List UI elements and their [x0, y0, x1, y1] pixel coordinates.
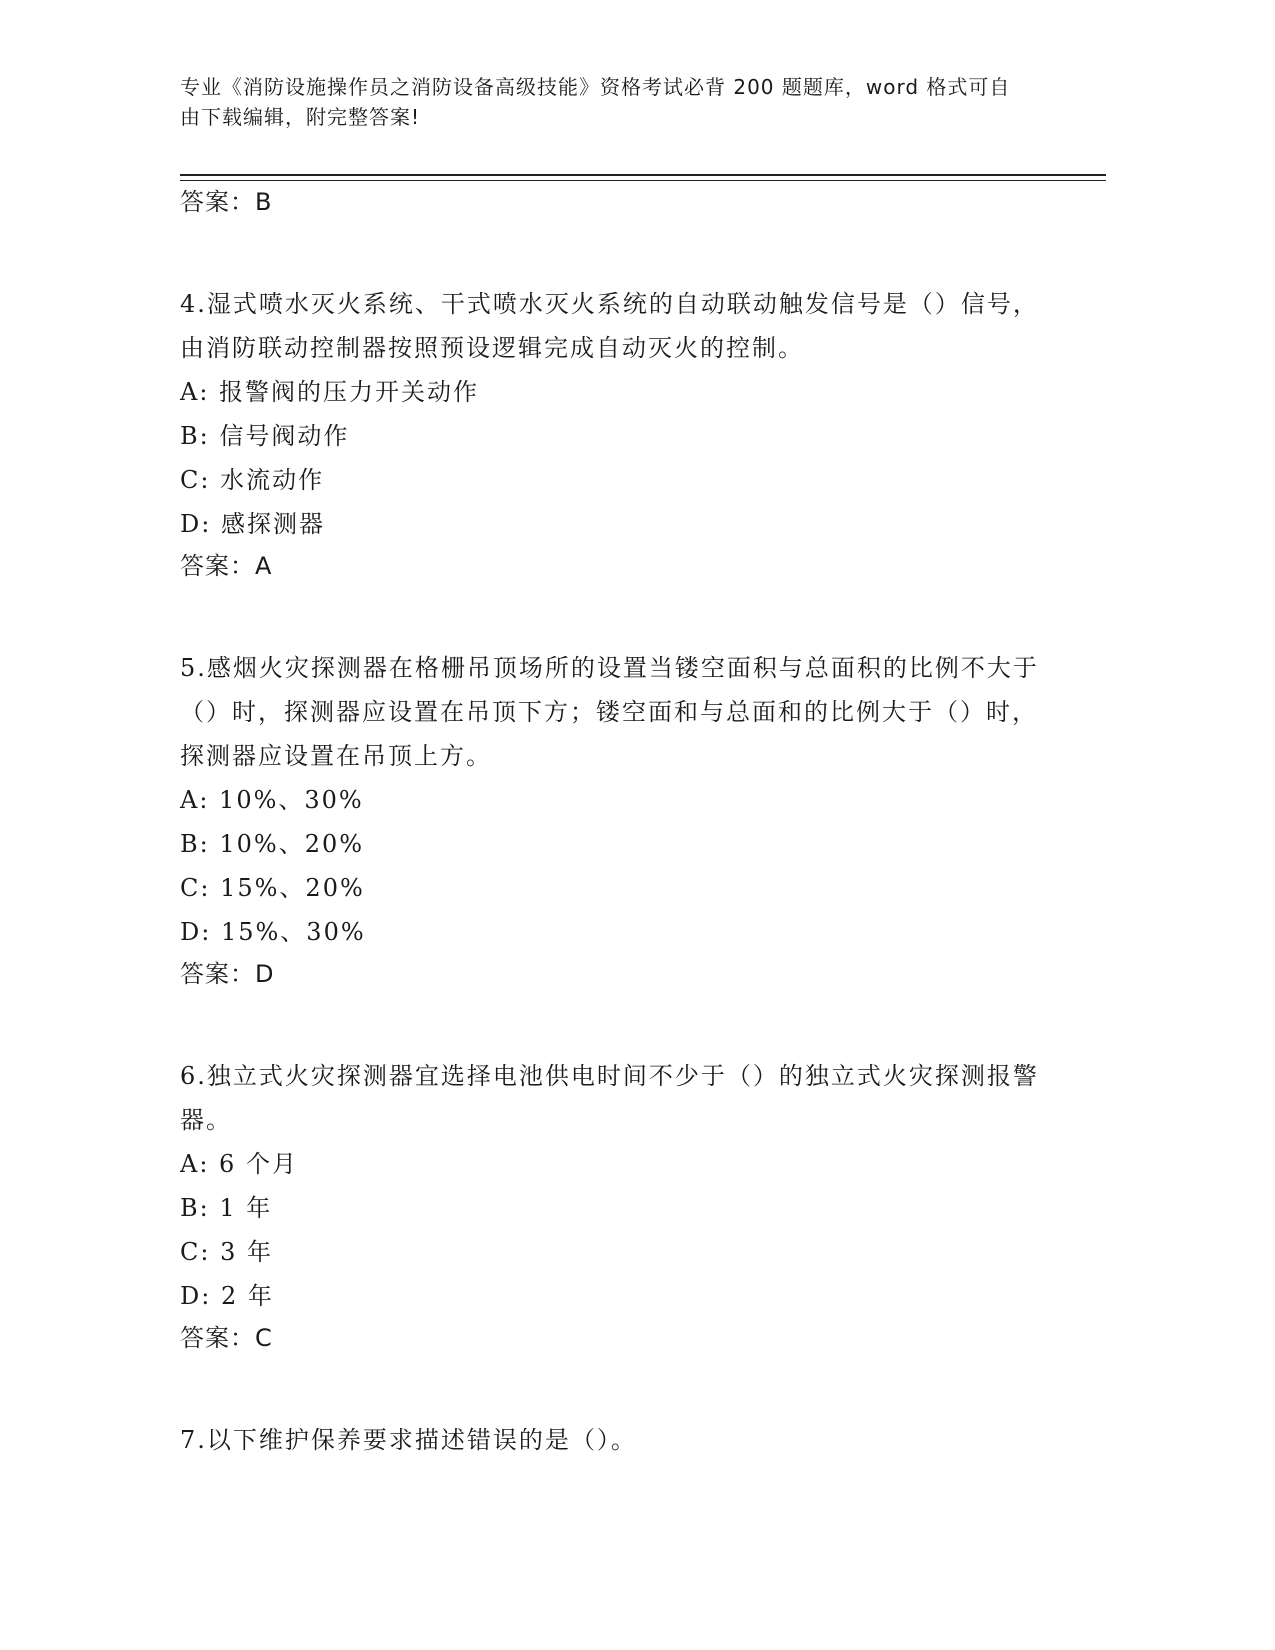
- question-text: 6.独立式火灾探测器宜选择电池供电时间不少于（）的独立式火灾探测报警器。: [180, 1062, 1039, 1134]
- answer-label: 答案：B: [180, 188, 273, 216]
- option-b: B: 信号阀动作: [180, 422, 350, 450]
- option-b: B: 1 年: [180, 1194, 273, 1222]
- option-b: B: 10%、20%: [180, 830, 365, 858]
- option-d: D: 15%、30%: [180, 918, 366, 946]
- question-text: 5.感烟火灾探测器在格栅吊顶场所的设置当镂空面积与总面积的比例不大于（）时，探测器应设置在吊顶下方；镂空面和与总面和的比例大于（）时，探测器应设置在吊顶上方。: [180, 654, 1039, 770]
- header-rule-thin: [180, 180, 1106, 181]
- option-d: D: 感探测器: [180, 510, 325, 538]
- option-c: C: 水流动作: [180, 466, 325, 494]
- answer-label: 答案：A: [180, 552, 273, 580]
- answer-label: 答案：C: [180, 1324, 273, 1352]
- document-header: 专业《消防设施操作员之消防设备高级技能》资格考试必背 200 题题库，word 格式可自由下载编辑，附完整答案!: [180, 75, 1011, 129]
- option-a: A: 10%、30%: [180, 786, 364, 814]
- option-a: A: 报警阀的压力开关动作: [180, 378, 480, 406]
- question-item: [180, 1054, 1040, 1354]
- option-c: C: 3 年: [180, 1238, 273, 1266]
- question-text: 4.湿式喷水灭火系统、干式喷水灭火系统的自动联动触发信号是（）信号，由消防联动控制器按照预设逻辑完成自动灭火的控制。: [180, 290, 1039, 362]
- header-rule-thick: [180, 174, 1106, 176]
- option-c: C: 15%、20%: [180, 874, 365, 902]
- option-d: D: 2 年: [180, 1282, 274, 1310]
- question-item: [180, 646, 1040, 990]
- question-item: [180, 1418, 1040, 1462]
- answer-label: 答案：D: [180, 960, 275, 988]
- option-a: A: 6 个月: [180, 1150, 298, 1178]
- question-list: [180, 186, 1040, 1462]
- question-item: [180, 282, 1040, 582]
- question-text: 7.以下维护保养要求描述错误的是（）。: [180, 1426, 637, 1454]
